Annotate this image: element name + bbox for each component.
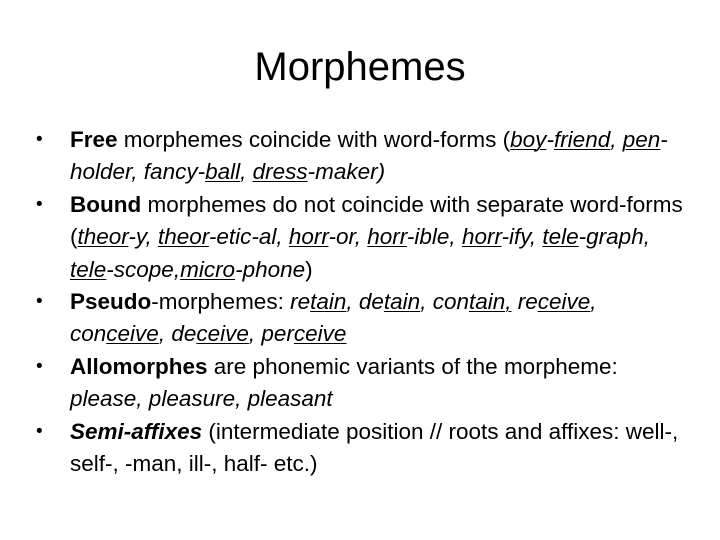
bullet-text-segment: ceive xyxy=(537,289,591,315)
bullet-text-segment: , de xyxy=(346,289,384,315)
bullet-text-segment: horr xyxy=(288,224,329,250)
bullet-text-segment: tain xyxy=(310,289,347,315)
bullet-text-segment: morphemes coincide with word-forms ( xyxy=(117,127,511,152)
bullet-text-segment: -graph xyxy=(578,224,644,250)
bullet-text-segment: pen xyxy=(622,127,661,152)
slide-title: Morphemes xyxy=(254,45,466,89)
bullet-text-segment: , xyxy=(529,224,543,250)
bullet-dot-icon: • xyxy=(36,129,43,150)
bullet-text-segment: -ible xyxy=(406,224,450,250)
bullet-text-segment: dress xyxy=(252,159,308,185)
bullet-text-segment: -maker) xyxy=(307,159,386,185)
bullet-text-segment: micro xyxy=(180,256,236,282)
bullet-text-segment: Bound xyxy=(70,191,142,217)
bullet-text-segment: Semi-affixes xyxy=(70,418,203,444)
bullet-list xyxy=(36,124,686,480)
bullet-text-segment: -y xyxy=(128,224,146,250)
bullet-text-segment: friend xyxy=(553,127,611,152)
bullet-text-segment: tele xyxy=(70,256,107,282)
bullet-text-segment: theor xyxy=(157,224,209,250)
bullet-text-segment: please, pleasure, pleasant xyxy=(70,386,333,412)
bullet-text-segment: tain, xyxy=(468,289,512,315)
bullet-item xyxy=(36,351,686,416)
bullet-text-segment: , xyxy=(610,127,623,152)
bullet-text-segment: re xyxy=(511,289,538,315)
bullet-text-segment: -ify xyxy=(501,224,530,250)
bullet-text-segment: morphemes do not coincide with separate word-forms ( xyxy=(70,191,683,250)
bullet-dot-icon: • xyxy=(36,420,43,442)
bullet-item xyxy=(36,286,686,351)
bullet-text-segment: ) xyxy=(305,256,313,282)
bullet-text-segment: , xyxy=(354,224,368,250)
bullet-text-segment: -holder, fancy- xyxy=(70,127,668,185)
bullet-dot-icon: • xyxy=(36,193,43,215)
bullet-text-segment: ceive xyxy=(196,321,249,347)
bullet-text-segment: , de xyxy=(158,321,197,347)
bullet-text-segment: Free xyxy=(70,127,118,152)
bullet-text-segment: , xyxy=(643,224,650,250)
bullet-item xyxy=(36,189,686,286)
bullet-text-segment: - xyxy=(546,127,554,152)
bullet-text-segment: horr xyxy=(367,224,407,250)
bullet-item xyxy=(36,416,686,481)
bullet-text-segment: Allomorphes xyxy=(70,353,208,379)
bullet-text-segment: tele xyxy=(542,224,579,250)
bullet-text-segment: (intermediate position // roots and affixes: well-, self-, -man, ill-, half- etc.) xyxy=(70,418,679,477)
bullet-text-segment: -scope, xyxy=(106,256,181,282)
bullet-text-segment: -or xyxy=(328,224,355,250)
bullet-item xyxy=(36,124,686,189)
bullet-text-segment: , con xyxy=(70,289,597,347)
bullet-text-segment: -phone xyxy=(235,256,306,282)
bullet-text-segment: ball xyxy=(205,159,241,185)
bullet-dot-icon: • xyxy=(36,291,43,313)
bullet-dot-icon: • xyxy=(36,355,43,377)
bullet-text-segment: , xyxy=(145,224,158,250)
bullet-text-segment: Pseudo xyxy=(70,289,152,315)
bullet-text-segment: , con xyxy=(420,289,469,315)
bullet-text-segment: ceive xyxy=(293,321,347,347)
bullet-text-segment: re xyxy=(290,289,311,315)
bullet-text-segment: are phonemic variants of the morpheme: xyxy=(207,353,618,379)
bullet-text-segment: tain xyxy=(383,289,421,315)
bullet-text-segment: ceive xyxy=(106,321,159,347)
bullet-text-segment: , xyxy=(449,224,462,250)
bullet-text-segment: horr xyxy=(461,224,502,250)
bullet-text-segment: , per xyxy=(248,321,294,347)
bullet-text-segment: theor xyxy=(77,224,129,250)
bullet-text-segment: boy xyxy=(510,127,547,152)
bullet-text-segment: , xyxy=(240,159,253,185)
bullet-text-segment: -etic-al, xyxy=(208,224,289,250)
bullet-text-segment: -morphemes: xyxy=(151,289,291,315)
